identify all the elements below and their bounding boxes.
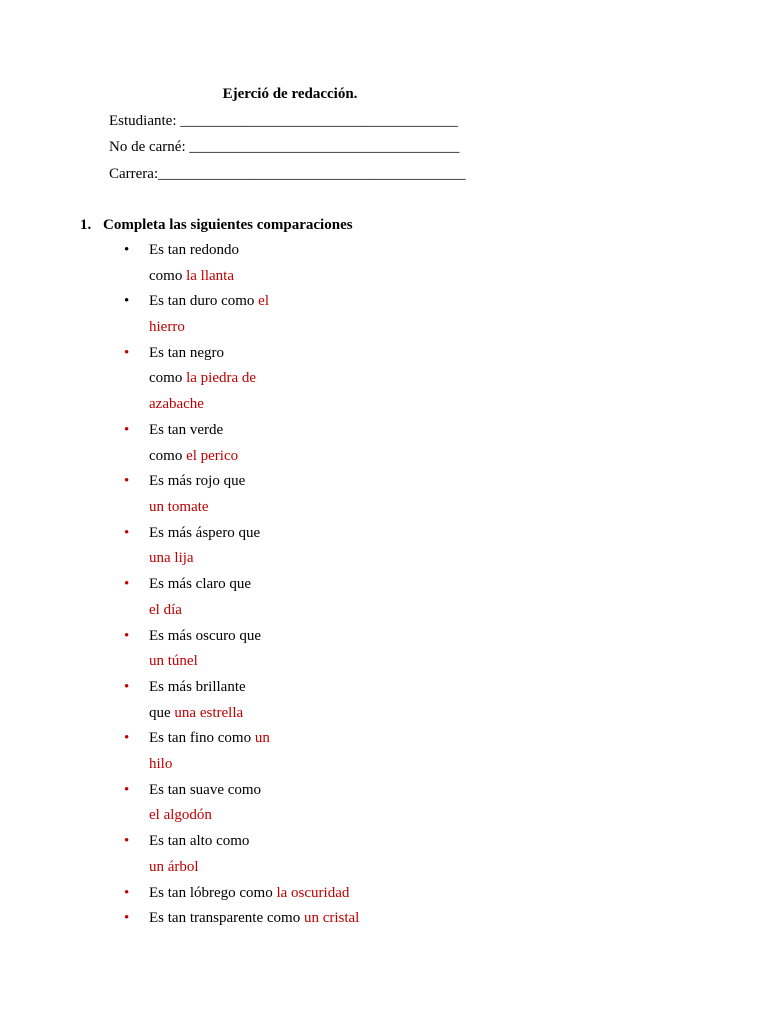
bullet-icon: • — [124, 524, 130, 541]
prompt-text: Es tan duro como — [149, 293, 259, 310]
prompt-text: Es tan lóbrego como — [149, 884, 277, 901]
prompt-text: Es más claro que — [149, 576, 252, 593]
field-label: Carrera: — [109, 166, 159, 182]
list-item-line — [149, 238, 239, 264]
field-blank: ____________________________________ — [189, 139, 460, 155]
list-item-line — [149, 624, 261, 650]
prompt-text: Es tan alto como — [149, 833, 250, 850]
list-item-line — [149, 803, 212, 829]
list-item-line — [149, 264, 234, 290]
field-carne — [109, 137, 459, 157]
list-item-line — [149, 366, 256, 392]
list-item-line — [149, 469, 245, 495]
list-item-line — [149, 726, 270, 752]
list-item-line — [149, 598, 182, 624]
list-item-line — [149, 418, 223, 444]
document-title: Ejerció de redacción. — [222, 86, 358, 102]
answer-text: el — [258, 293, 269, 310]
prompt-text: Es más brillante — [149, 678, 246, 695]
answer-text: el perico — [186, 447, 239, 464]
answer-text: el algodón — [149, 807, 212, 824]
prompt-text: Es más rojo que — [149, 473, 246, 490]
prompt-text: que — [149, 704, 175, 721]
list-item-line — [149, 675, 246, 701]
answer-text: la llanta — [186, 267, 234, 284]
prompt-text: como — [149, 267, 187, 284]
prompt-text: Es tan transparente como — [149, 910, 304, 927]
answer-text: el día — [149, 601, 182, 618]
answer-text: un — [254, 730, 270, 747]
prompt-text: Es tan negro — [149, 344, 224, 361]
list-item-line — [149, 572, 251, 598]
prompt-text: como — [149, 447, 187, 464]
list-item-line — [149, 546, 194, 572]
prompt-text: Es tan redondo — [149, 242, 239, 258]
answer-text: la oscuridad — [276, 884, 350, 901]
list-item-line — [149, 778, 261, 804]
answer-text: azabache — [149, 396, 204, 413]
list-item-line — [149, 881, 349, 907]
question-heading — [80, 215, 353, 235]
bullet-icon: • — [124, 473, 130, 490]
list-item-line — [149, 495, 209, 521]
list-item-line — [149, 906, 359, 932]
list-item-line — [149, 855, 199, 881]
bullet-icon: • — [124, 833, 130, 850]
field-blank: _____________________________________ — [180, 113, 458, 129]
list-item-line — [149, 829, 249, 855]
bullet-icon: • — [124, 730, 130, 747]
answer-text: un árbol — [149, 858, 199, 875]
bullet-icon: • — [124, 678, 130, 695]
answer-text: una lija — [149, 550, 194, 567]
prompt-text: Es más oscuro que — [149, 627, 262, 644]
prompt-text: Es tan fino como — [149, 730, 255, 747]
question-text: Completa las siguientes comparaciones — [103, 217, 353, 233]
field-label: Estudiante: — [109, 113, 177, 129]
bullet-icon: • — [124, 884, 130, 901]
field-blank: _________________________________________ — [158, 166, 466, 182]
bullet-icon: • — [124, 781, 130, 798]
prompt-text: Es más áspero que — [149, 524, 261, 541]
answer-text: hierro — [149, 319, 185, 336]
answer-text: hilo — [149, 755, 173, 772]
bullet-icon: • — [124, 627, 130, 644]
answer-text: un tomate — [149, 498, 209, 515]
bullet-icon: • — [124, 242, 130, 258]
bullet-icon: • — [124, 576, 130, 593]
list-item-line — [149, 289, 269, 315]
bullet-icon: • — [124, 910, 130, 927]
bullet-icon: • — [124, 344, 130, 361]
list-item-line — [149, 392, 204, 418]
question-number: 1. — [80, 217, 92, 233]
answer-text: un cristal — [303, 910, 360, 927]
bullet-icon: • — [124, 293, 130, 310]
list-item-line — [149, 701, 243, 727]
field-label: No de carné: — [109, 139, 186, 155]
prompt-text: Es tan verde — [149, 421, 224, 438]
list-item-line — [149, 444, 238, 470]
field-carrera — [109, 164, 466, 184]
prompt-text: Es tan suave como — [149, 781, 262, 798]
answer-text: una estrella — [174, 704, 244, 721]
bullet-icon: • — [124, 421, 130, 438]
prompt-text: como — [149, 370, 187, 387]
list-item-line — [149, 752, 172, 778]
list-item-line — [149, 649, 198, 675]
list-item-line — [149, 315, 185, 341]
answer-text: la piedra de — [186, 370, 257, 387]
answer-text: un túnel — [149, 653, 198, 670]
list-item-line — [149, 521, 260, 547]
field-estudiante — [109, 111, 458, 131]
list-item-line — [149, 341, 224, 367]
